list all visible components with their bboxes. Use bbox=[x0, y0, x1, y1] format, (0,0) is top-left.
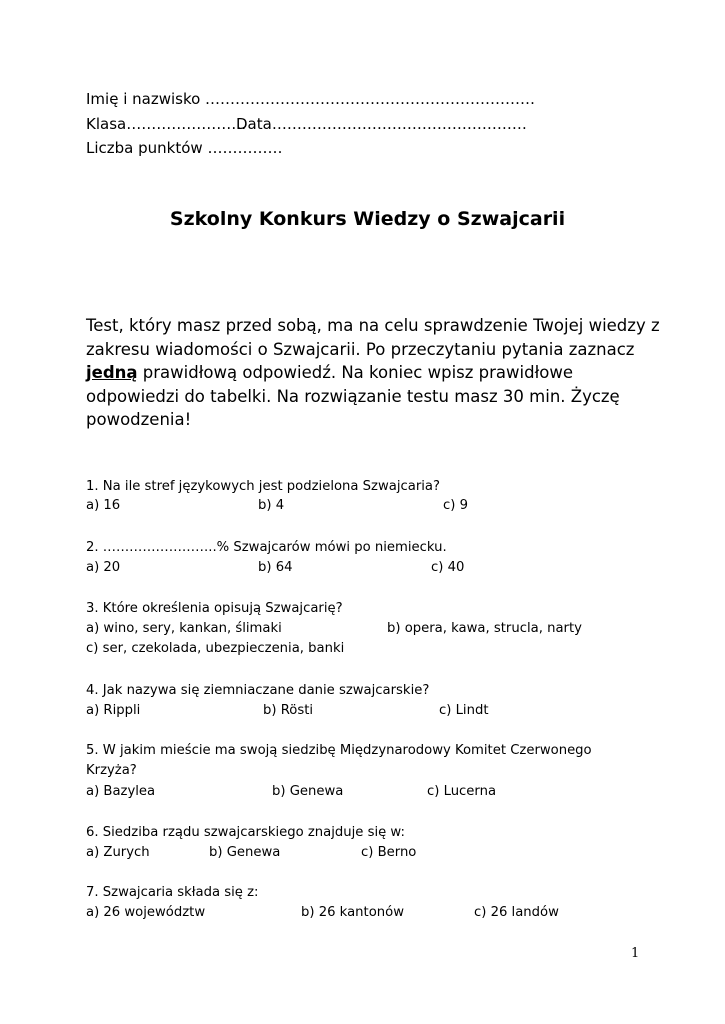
question-2-answer-c: c) 40 bbox=[431, 560, 465, 575]
question-5-answer-b: b) Genewa bbox=[272, 784, 344, 799]
question-5-text-line2: Krzyża? bbox=[86, 763, 137, 778]
question-3-answer-c: c) ser, czekolada, ubezpieczenia, banki bbox=[86, 641, 345, 656]
question-6-answer-c: c) Berno bbox=[361, 845, 417, 860]
question-7-answer-a: a) 26 województw bbox=[86, 905, 206, 920]
question-3-text: 3. Które określenia opisują Szwajcarię? bbox=[86, 601, 343, 616]
question-4-answer-b: b) Rösti bbox=[263, 703, 314, 718]
class-field-line: Klasa…………………… bbox=[86, 115, 247, 133]
question-7-answer-b: b) 26 kantonów bbox=[301, 905, 404, 920]
question-7-answer-c: c) 26 landów bbox=[474, 905, 559, 920]
points-field-line: Liczba punktów …………… bbox=[86, 139, 283, 157]
question-2-text: 2. ……………………..% Szwajcarów mówi po niemiecku. bbox=[86, 540, 447, 555]
question-4-answer-c: c) Lindt bbox=[439, 703, 489, 718]
question-1-answer-a: a) 16 bbox=[86, 498, 121, 513]
question-2-answer-a: a) 20 bbox=[86, 560, 121, 575]
intro-text-part2: prawidłową odpowiedź. Na koniec wpisz prawidłowe odpowiedzi do tabelki. Na rozwiązanie testu masz 30 min. Życzę powodzenia! bbox=[86, 363, 620, 429]
question-5-answer-a: a) Bazylea bbox=[86, 784, 156, 799]
intro-text-part1: Test, który masz przed sobą, ma na celu sprawdzenie Twojej wiedzy z zakresu wiadomości o Szwajcarii. Po przeczytaniu pytania zaznacz bbox=[86, 316, 660, 359]
question-1-answer-c: c) 9 bbox=[443, 498, 468, 513]
question-4-answer-a: a) Rippli bbox=[86, 703, 141, 718]
question-7-text: 7. Szwajcaria składa się z: bbox=[86, 885, 259, 900]
intro-paragraph bbox=[86, 314, 666, 432]
page-number: 1 bbox=[631, 946, 640, 961]
question-6-answer-a: a) Zurych bbox=[86, 845, 150, 860]
question-2-answer-b: b) 64 bbox=[258, 560, 293, 575]
intro-emphasis: jedną bbox=[86, 363, 138, 382]
date-field-line: Data…………………………………………… bbox=[236, 115, 527, 133]
question-5-text-line1: 5. W jakim mieście ma swoją siedzibę Międzynarodowy Komitet Czerwonego bbox=[86, 743, 592, 758]
name-field-line: Imię i nazwisko ………………………………………………………… bbox=[86, 90, 536, 108]
question-4-text: 4. Jak nazywa się ziemniaczane danie szwajcarskie? bbox=[86, 683, 430, 698]
question-1-answer-b: b) 4 bbox=[258, 498, 285, 513]
question-3-answer-b: b) opera, kawa, strucla, narty bbox=[387, 621, 582, 636]
question-6-text: 6. Siedziba rządu szwajcarskiego znajduje się w: bbox=[86, 825, 405, 840]
question-1-text: 1. Na ile stref językowych jest podzielona Szwajcaria? bbox=[86, 479, 441, 494]
page-title: Szkolny Konkurs Wiedzy o Szwajcarii bbox=[169, 208, 566, 230]
question-6-answer-b: b) Genewa bbox=[209, 845, 281, 860]
question-5-answer-c: c) Lucerna bbox=[427, 784, 497, 799]
question-3-answer-a: a) wino, sery, kankan, ślimaki bbox=[86, 621, 282, 636]
